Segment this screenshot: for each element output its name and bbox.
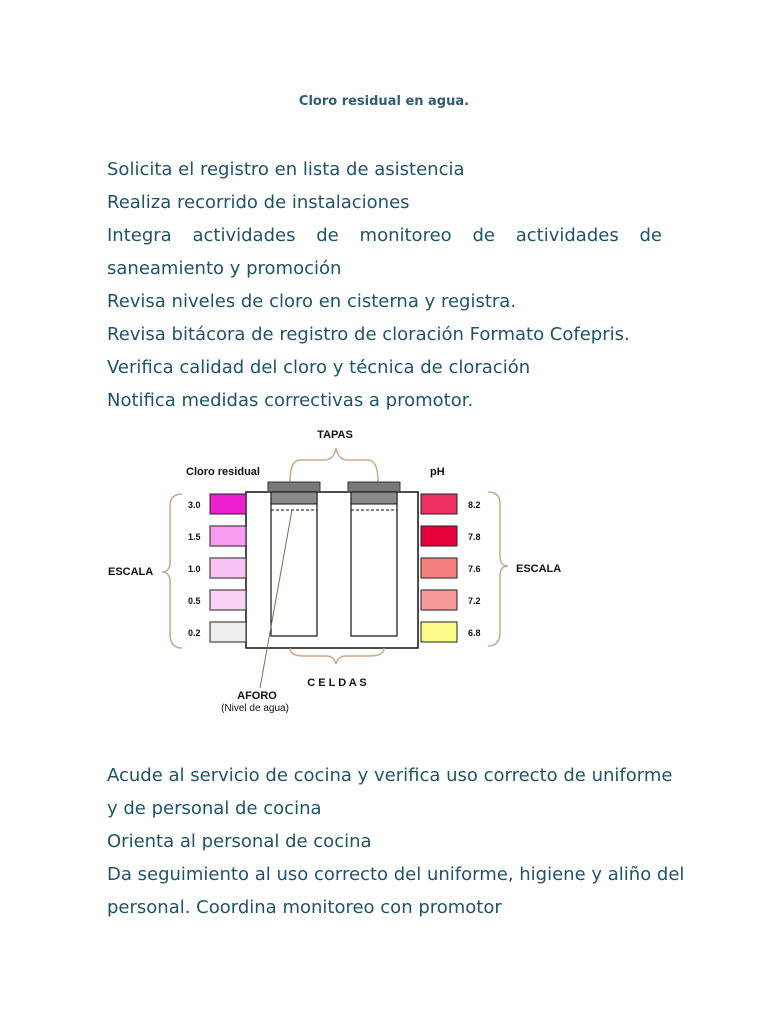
escala-left-brace xyxy=(162,494,182,648)
cell-left xyxy=(271,492,317,636)
ph-scale-value-label: 7.8 xyxy=(468,532,481,542)
chlorine-scale-value-label: 0.5 xyxy=(188,596,201,606)
text-line: Da seguimiento al uso correcto del uniforme, higiene y aliño del xyxy=(107,864,685,885)
text-line: Notifica medidas correctivas a promotor. xyxy=(107,390,474,411)
cell-right xyxy=(351,492,397,636)
escala-left-label: ESCALA xyxy=(108,566,154,578)
text-line: Revisa bitácora de registro de cloración Formato Cofepris. xyxy=(107,324,630,345)
chlorine-scale-swatch xyxy=(210,494,246,514)
activities-bottom xyxy=(107,759,685,924)
tapas-label: TAPAS xyxy=(317,429,353,441)
chlorine-scale-swatch xyxy=(210,526,246,546)
chlorine-scale-swatch xyxy=(210,590,246,610)
chlorine-scale-value-label: 0.2 xyxy=(188,628,201,638)
cap-left xyxy=(268,482,320,492)
cell-left-top xyxy=(271,492,317,504)
ph-scale-value-label: 7.2 xyxy=(468,596,481,606)
ph-scale-swatch xyxy=(421,526,457,546)
chlorine-scale-value-label: 1.0 xyxy=(188,564,201,574)
aforo-sublabel: (Nivel de agua) xyxy=(221,703,289,714)
cell-right-top xyxy=(351,492,397,504)
escala-right-brace xyxy=(488,492,508,646)
chlorine-scale-value-label: 1.5 xyxy=(188,532,201,542)
cap-right xyxy=(348,482,400,492)
activities-top xyxy=(107,153,662,417)
ph-scale-swatch xyxy=(421,494,457,514)
text-line: personal. Coordina monitoreo con promotor xyxy=(107,897,502,918)
ph-scale xyxy=(421,494,481,642)
ph-scale-swatch xyxy=(421,590,457,610)
celdas-brace xyxy=(290,648,384,664)
text-line: Verifica calidad del cloro y técnica de cloración xyxy=(107,357,531,378)
ph-scale-value-label: 7.6 xyxy=(468,564,481,574)
chlorine-scale-value-label: 3.0 xyxy=(188,500,201,510)
text-line: Revisa niveles de cloro en cisterna y registra. xyxy=(107,291,517,312)
tapas-brace xyxy=(290,448,378,482)
chlorine-ph-comparator-diagram xyxy=(100,420,580,720)
ph-scale-value-label: 8.2 xyxy=(468,500,481,510)
ph-header: pH xyxy=(430,466,445,478)
text-line: Integra actividades de monitoreo de actividades de xyxy=(107,225,662,246)
cloro-residual-header: Cloro residual xyxy=(186,466,260,478)
text-line: Orienta al personal de cocina xyxy=(107,831,372,852)
chlorine-scale xyxy=(188,494,246,642)
text-line: Realiza recorrido de instalaciones xyxy=(107,192,410,213)
chlorine-scale-swatch xyxy=(210,622,246,642)
ph-scale-swatch xyxy=(421,622,457,642)
chlorine-scale-swatch xyxy=(210,558,246,578)
text-line: Acude al servicio de cocina y verifica uso correcto de uniforme xyxy=(107,765,673,786)
ph-scale-value-label: 6.8 xyxy=(468,628,481,638)
escala-right-label: ESCALA xyxy=(516,563,562,575)
text-line: saneamiento y promoción xyxy=(107,258,342,279)
text-line: y de personal de cocina xyxy=(107,798,322,819)
text-line: Solicita el registro en lista de asistencia xyxy=(107,159,465,180)
page-title: Cloro residual en agua. xyxy=(298,94,470,109)
ph-scale-swatch xyxy=(421,558,457,578)
aforo-label: AFORO xyxy=(237,690,277,702)
celdas-label: C E L D A S xyxy=(307,677,367,689)
